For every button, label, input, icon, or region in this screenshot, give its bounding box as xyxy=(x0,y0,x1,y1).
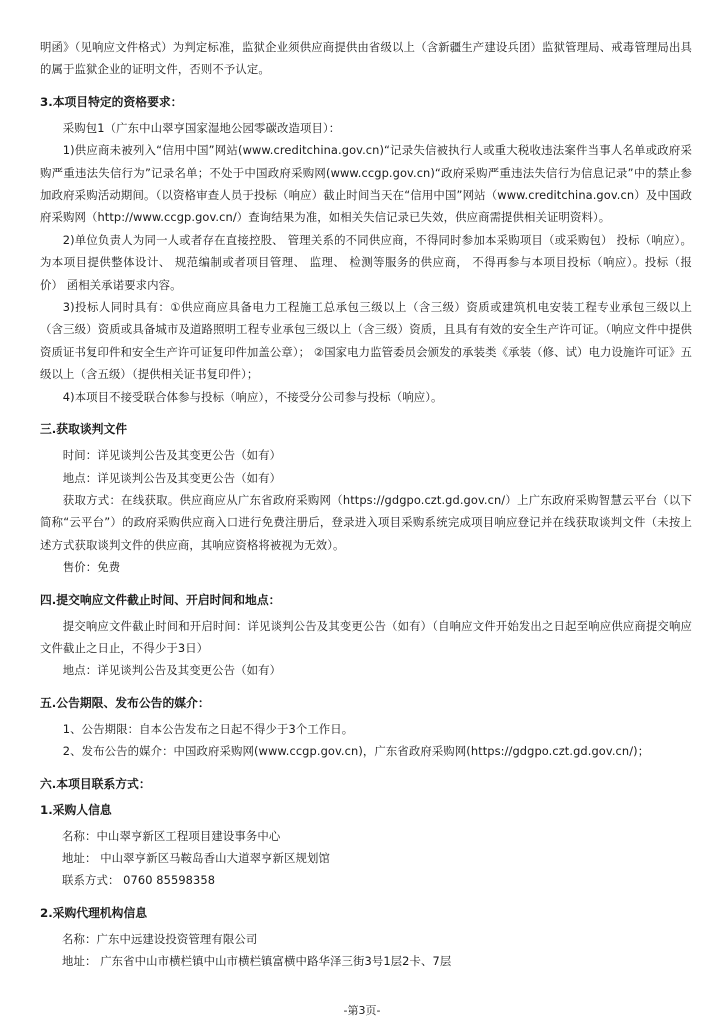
purchaser-phone: 联系方式： 0760 85598358 xyxy=(62,873,216,888)
requirement-item-4: 4)本项目不接受联合体参与投标（响应），不接受分公司参与投标（响应）。 xyxy=(62,389,443,404)
section-heading-qualification: 3.本项目特定的资格要求： xyxy=(40,94,183,109)
period-line-2: 2、发布公告的媒介：中国政府采购网(www.ccgp.gov.cn)，广东省政府采购网(https://gdgpo.czt.gd.gov.cn/)； xyxy=(62,744,650,759)
deadline-place: 地点：详见谈判公告及其变更公告（如有） xyxy=(62,663,282,678)
agency-address: 地址： 广东省中山市横栏镇中山市横栏镇富横中路华泽三街3号1层2卡、7层 xyxy=(62,954,452,969)
purchaser-name: 名称：中山翠亨新区工程项目建设事务中心 xyxy=(62,828,281,843)
requirement-item-1: 1)供应商未被列入“信用中国”网站(www.creditchina.gov.cn)“记录失信被执行人或重大税收违法案件当事人名单或政府采购严重违法失信行为”记录名单；不处于中国政府采购网(www.ccgp.gov.cn)“政府采购严重违法失信行为信息记录”中的禁止参加政府采购活动期间。（以资格审查人员于投标（响应）截止时间当天在“信用中国”网站（www.creditchina.gov.cn）及中国政府采购网（http://www.ccgp.gov.cn/）查询结果为准，如相关失信记录已失效，供应商需提供相关证明资料）。 xyxy=(40,143,692,225)
requirement-item-2: 2)单位负责人为同一人或者存在直接控股、 管理关系的不同供应商，不得同时参加本采购项目（或采购包） 投标（响应）。 为本项目提供整体设计、 规范编制或者项目管理、 监理、 检测等服务的供应商， 不得再参与本项目投标（响应）。投标（报价） 函相关承诺要求内容。 xyxy=(40,232,692,292)
get-time: 时间：详见谈判公告及其变更公告（如有） xyxy=(62,448,282,463)
requirement-item-3: 3)投标人同时具有：①供应商应具备电力工程施工总承包三级以上（含三级）资质或建筑机电安装工程专业承包三级以上（含三级）资质或具备城市及道路照明工程专业承包三级以上（含三级）资质，且具有有效的安全生产许可证。（响应文件中提供资质证书复印件和安全生产许可证复印件加盖公章）； ②国家电力监管委员会颁发的承装类《承装（修、试）电力设施许可证》五级以上（含五级）（提供相关证书复印件）； xyxy=(40,300,692,382)
package-line: 采购包1（广东中山翠亨国家湿地公园零碳改造项目）： xyxy=(62,120,341,135)
get-price: 售价：免费 xyxy=(62,560,121,575)
agency-heading: 2.采购代理机构信息 xyxy=(40,905,148,920)
section-heading-deadline: 四.提交响应文件截止时间、开启时间和地点： xyxy=(40,592,281,607)
purchaser-address: 地址： 中山翠亨新区马鞍岛香山大道翠亨新区规划馆 xyxy=(62,850,331,865)
document-page xyxy=(40,36,692,973)
purchaser-heading: 1.采购人信息 xyxy=(40,802,112,817)
deadline-time: 提交响应文件截止时间和开启时间：详见谈判公告及其变更公告（如有）（自响应文件开始发出之日起至响应供应商提交响应文件截止之日止，不得少于3日） xyxy=(40,618,692,655)
get-place: 地点：详见谈判公告及其变更公告（如有） xyxy=(62,470,282,485)
section-heading-contact: 六.本项目联系方式： xyxy=(40,776,151,791)
period-line-1: 1、公告期限：自本公告发布之日起不得少于3个工作日。 xyxy=(62,721,354,736)
agency-name: 名称：广东中远建设投资管理有限公司 xyxy=(62,931,258,946)
page-number: -第3页- xyxy=(343,1004,381,1017)
section-heading-get-documents: 三.获取谈判文件 xyxy=(40,422,128,437)
section-heading-announcement-period: 五.公告期限、发布公告的媒介： xyxy=(40,695,210,710)
get-method: 获取方式：在线获取。供应商应从广东省政府采购网（https://gdgpo.czt.gd.gov.cn/）上广东政府采购智慧云平台（以下简称“云平台”）的政府采购供应商入口进行免费注册后，登录进入项目采购系统完成项目响应登记并在线获取谈判文件（未按上述方式获取谈判文件的供应商，其响应资格将被视为无效）。 xyxy=(40,492,692,552)
continued-paragraph: 明函》（见响应文件格式）为判定标准，监狱企业须供应商提供由省级以上（含新疆生产建设兵团）监狱管理局、戒毒管理局出具的属于监狱企业的证明文件，否则不予认定。 xyxy=(40,40,692,77)
